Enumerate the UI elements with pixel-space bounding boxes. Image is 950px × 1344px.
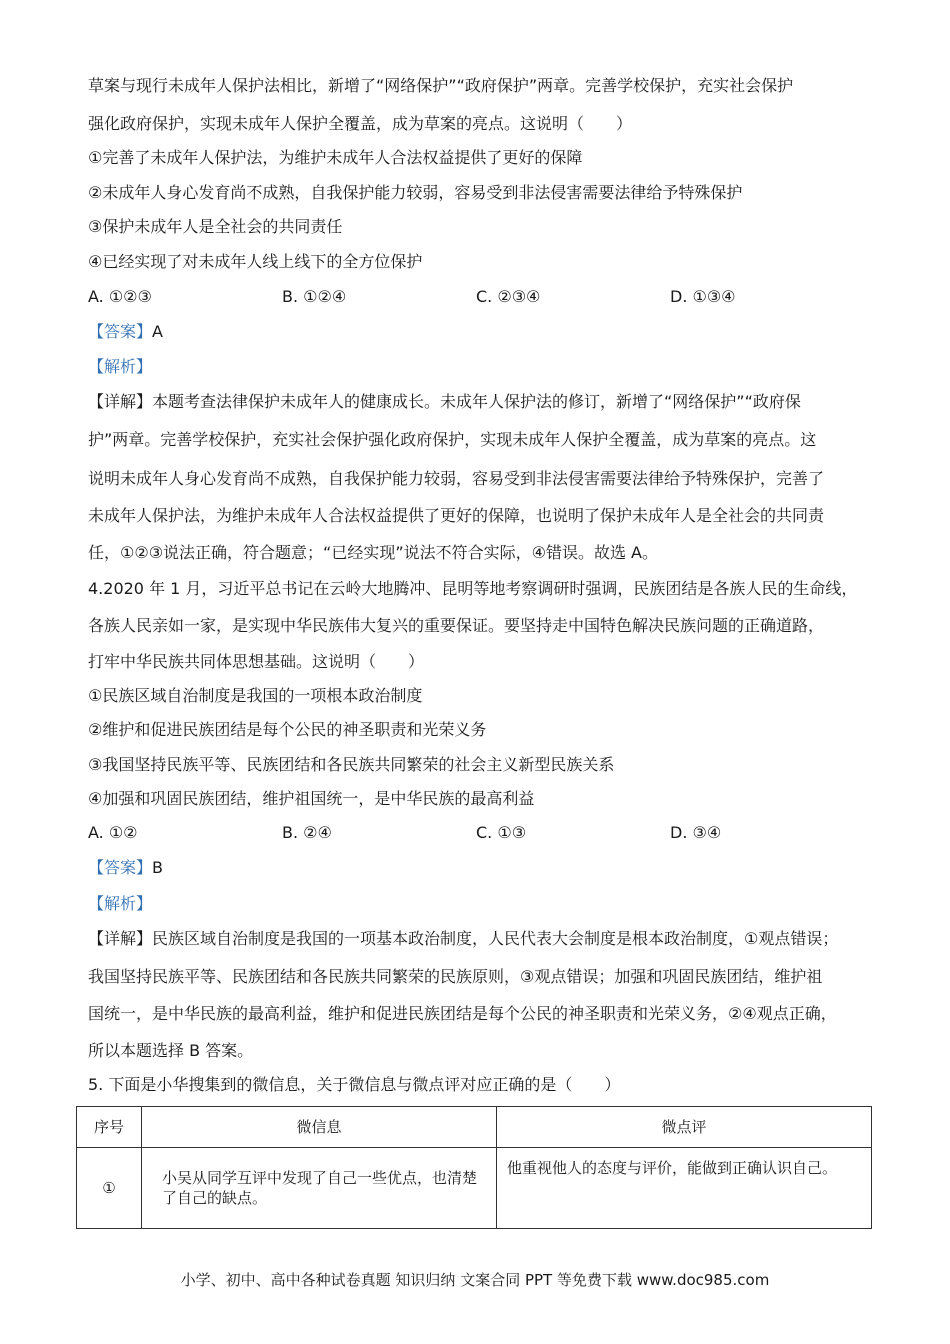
q3-option-c: C. ②③④ [476, 287, 541, 306]
q3-statement: ③保护未成年人是全社会的共同责任 [88, 217, 343, 236]
q4-detail-line: 国统一，是中华民族的最高利益，维护和促进民族团结是每个公民的神圣职责和光荣义务，②④观点正确， [88, 1004, 837, 1023]
q4-stem-line: 打牢中华民族共同体思想基础。这说明（ ） [88, 652, 425, 671]
q4-statement: ③我国坚持民族平等、民族团结和各民族共同繁荣的社会主义新型民族关系 [88, 755, 615, 774]
q3-options [88, 287, 878, 307]
q4-option-a: A. ①② [88, 823, 138, 842]
q3-statement: ④已经实现了对未成年人线上线下的全方位保护 [88, 252, 423, 271]
q4-option-b: B. ②④ [282, 823, 332, 842]
table-header: 序号 [77, 1107, 142, 1148]
page-footer: 小学、初中、高中各种试卷真题 知识归纳 文案合同 PPT 等免费下载 www.doc985.com [180, 1271, 770, 1289]
q3-analysis [88, 357, 878, 377]
answer-value: B [152, 858, 163, 877]
q4-option-c: C. ①③ [476, 823, 527, 842]
q3-option-b: B. ①②④ [282, 287, 347, 306]
answer-tag: 【答案】 [88, 858, 153, 877]
table-row [77, 1148, 872, 1229]
q4-statement: ①民族区域自治制度是我国的一项根本政治制度 [88, 686, 423, 705]
q4-answer [88, 858, 878, 878]
table-cell-comment: 他重视他人的态度与评价，能做到正确认识自己。 [497, 1148, 872, 1229]
table-header: 微信息 [142, 1107, 497, 1148]
detail-tag: 【详解】 [88, 929, 153, 948]
q4-stem-line: 各族人民亲如一家，是实现中华民族伟大复兴的重要保证。要坚持走中国特色解决民族问题的正确道路， [88, 616, 825, 635]
q3-stem-line: 强化政府保护，实现未成年人保护全覆盖，成为草案的亮点。这说明（ ） [88, 114, 633, 133]
q3-statement: ①完善了未成年人保护法，为维护未成年人合法权益提供了更好的保障 [88, 148, 583, 167]
table-header: 微点评 [497, 1107, 872, 1148]
q4-detail-line [88, 929, 878, 949]
detail-text: 民族区域自治制度是我国的一项基本政治制度，人民代表大会制度是根本政治制度，①观点错误； [152, 929, 839, 948]
table-cell-index: ① [77, 1148, 142, 1229]
q4-statement: ②维护和促进民族团结是每个公民的神圣职责和光荣义务 [88, 720, 487, 739]
q3-answer [88, 322, 878, 342]
q3-stem-line: 草案与现行未成年人保护法相比，新增了“网络保护”“政府保护”两章。完善学校保护，充实社会保护 [88, 76, 794, 95]
table-header-row [77, 1107, 872, 1148]
q3-detail-line: 未成年人保护法，为维护未成年人合法权益提供了更好的保障，也说明了保护未成年人是全社会的共同责 [88, 506, 825, 525]
q3-option-d: D. ①③④ [670, 287, 736, 306]
q4-detail-line: 所以本题选择 B 答案。 [88, 1041, 254, 1060]
analysis-tag: 【解析】 [88, 357, 153, 376]
q4-stem-line: 4.2020 年 1 月，习近平总书记在云岭大地腾冲、昆明等地考察调研时强调，民族团结是各族人民的生命线， [88, 579, 858, 598]
q3-detail-line: 护”两章。完善学校保护，充实社会保护强化政府保护，实现未成年人保护全覆盖，成为草案的亮点。这 [88, 430, 817, 449]
q3-detail-line: 说明未成年人身心发育尚不成熟，自我保护能力较弱，容易受到非法侵害需要法律给予特殊保护，完善了 [88, 469, 825, 488]
q3-detail-line [88, 392, 878, 412]
micro-info-table [76, 1106, 872, 1229]
q4-statement: ④加强和巩固民族团结，维护祖国统一，是中华民族的最高利益 [88, 789, 535, 808]
q3-option-a: A. ①②③ [88, 287, 152, 306]
q5-stem: 5. 下面是小华搜集到的微信息，关于微信息与微点评对应正确的是（ ） [88, 1075, 621, 1094]
q3-statement: ②未成年人身心发育尚不成熟，自我保护能力较弱，容易受到非法侵害需要法律给予特殊保护 [88, 183, 743, 202]
q4-options [88, 823, 878, 843]
q3-detail-line: 任，①②③说法正确，符合题意；“已经实现”说法不符合实际，④错误。故选 A。 [88, 543, 658, 562]
q4-option-d: D. ③④ [670, 823, 722, 842]
answer-tag: 【答案】 [88, 322, 153, 341]
answer-value: A [152, 322, 163, 341]
q4-detail-line: 我国坚持民族平等、民族团结和各民族共同繁荣的民族原则，③观点错误；加强和巩固民族团结，维护祖 [88, 967, 823, 986]
detail-text: 本题考查法律保护未成年人的健康成长。未成年人保护法的修订，新增了“网络保护”“政府保 [152, 392, 801, 411]
detail-tag: 【详解】 [88, 392, 153, 411]
analysis-tag: 【解析】 [88, 894, 153, 913]
q4-analysis [88, 894, 878, 914]
table-cell-info: 小吴从同学互评中发现了自己一些优点，也清楚了自己的缺点。 [142, 1148, 497, 1229]
